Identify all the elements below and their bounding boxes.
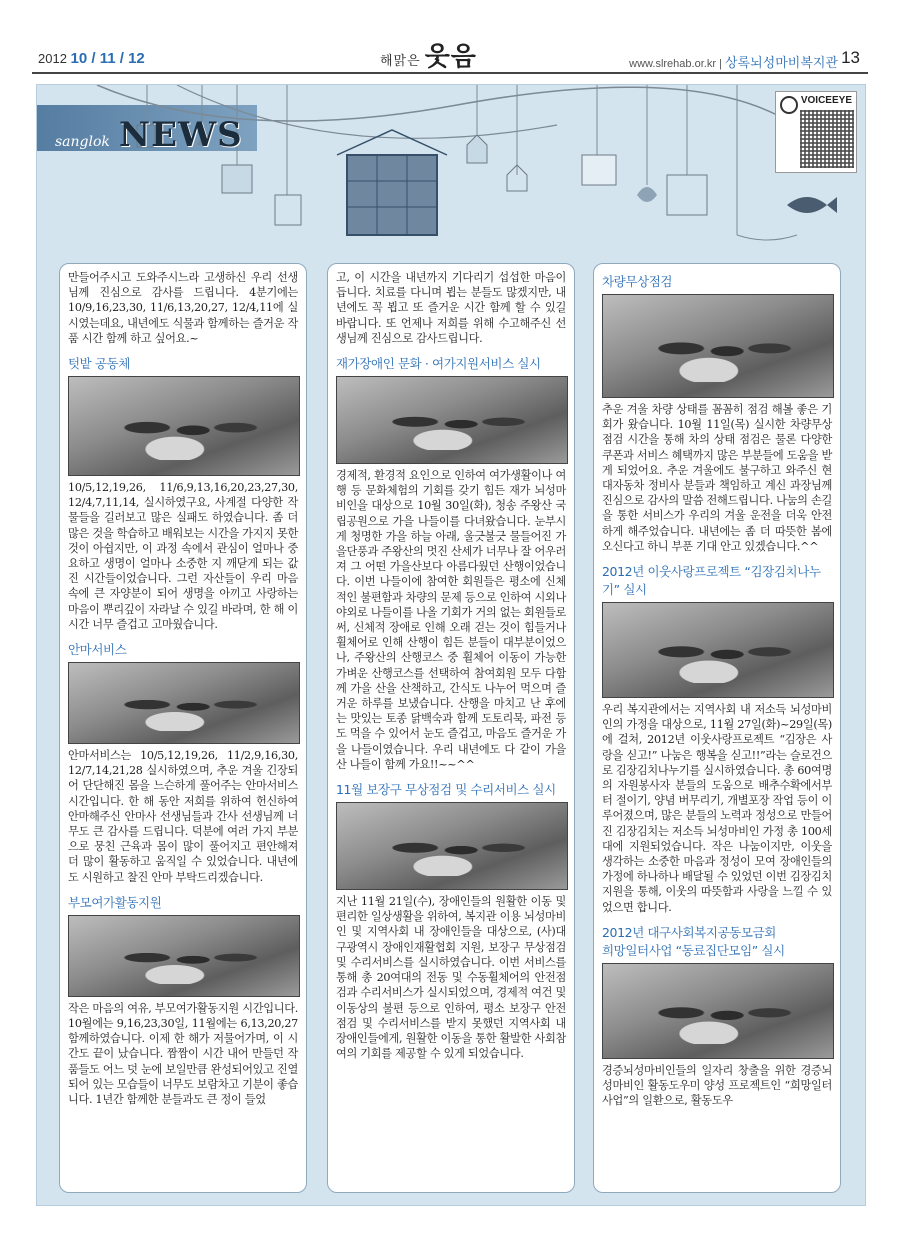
news-panel xyxy=(36,84,866,1206)
article-text: 경제적, 환경적 요인으로 인하여 여가생활이나 여행 등 문화체험의 기회를 갖기 힘든 재가 뇌성마비인을 대상으로 10월 30일(화), 청송 주왕산 국립공원으로 가을 나들이를 다녀왔습니다. 눈부시게 청명한 가을 하늘 아래, 울긋불긋 물들어진 가을단풍과 주왕산의 멋진 산세가 너무나 잘 어우러져 그 어떤 가을산보다 아름다웠던 산행이었습니다. 이번 나들이에 참여한 회원들은 평소에 신체적인 불편함과 차량의 문제 등으로 인하여 시외나 야외로 나들이를 나올 기회가 거의 없는 회원들로써, 신체적 장애로 인해 오래 걷는 것이 힘들거나 휠체어로 인해 산행이 힘든 분들이 대부분이었으나, 주왕산의 산행코스 중 휠체어 이동이 가능한 가벼운 산행코스를 선택하여 참여회원 모두 다함께 가을 산을 산책하고, 간식도 나누어 먹으며 즐거운 하루를 보냈습니다. 산행을 마치고 난 후에는 맛있는 토종 닭백숙과 함께 도토리묵, 파전 등도 먹을 수 있어서 눈도 즐겁고, 마음도 즐거운 가을 나들이였습니다. 우리 내년에도 다 같이 가을 산 나들이 함께 가요!!~~^^ xyxy=(336,469,566,771)
magazine-logo: 해맑은 웃음 xyxy=(380,42,477,72)
car-inspection-photo xyxy=(602,294,834,398)
section-title: 차량무상점검 xyxy=(602,274,673,289)
parents-photo xyxy=(68,915,300,997)
section-title: 재가장애인 문화 · 여가지원서비스 실시 xyxy=(336,356,541,372)
banner-illustration xyxy=(37,85,865,255)
column-2 xyxy=(327,263,575,1193)
massage-photo xyxy=(68,662,300,744)
article-text: 추운 겨울 차량 상태를 꼼꼼히 점검 해볼 좋은 기회가 왔습니다. 10월 11일(목) 실시한 차량무상점검 시간을 통해 차의 상태 점검은 물론 다양한 쿠폰과 서비스 혜택까지 많은 부분들에 도움을 받게 되었어요. 추운 겨울에도 불구하고 와주신 현대자동차 정비사 분들과 책임하고 계신 과장님께 진심으로 감사의 말씀 전해드립니다. 나눔의 손길을 통한 서비스가 우리의 겨울 운전을 더욱 안전하게 해주었습니다. 내년에는 좀 더 따뜻한 봄에 오신다고 하니 부푼 기대 안고 있겠습니다.^^ xyxy=(602,403,832,553)
article-text: 고, 이 시간을 내년까지 기다리기 섭섭한 마음이 듭니다. 치료를 다니며 뵙는 분들도 많겠지만, 내년에도 꼭 뵙고 또 즐거운 시간 함께 할 수 있길 바랍니다. 또 언제나 저희를 위해 수고해주신 선생님께 진심으로 감사드립니다. xyxy=(336,271,566,345)
column-3 xyxy=(593,263,841,1193)
article-text: 작은 마음의 여유, 부모여가활동지원 시간입니다. 10월에는 9,16,23,30일, 11월에는 6,13,20,27 함께하였습니다. 이제 한 해가 저물어가며, 이 시간도 끝이 났습니다. 짬짬이 시간 내어 만들던 작품들도 어느 덧 눈에 보일만큼 완성되어있고 진열되어 있는 모습들이 너무도 보람차고 기분이 좋습니다. 1년간 함께한 분들과도 큰 정이 들었 xyxy=(68,1001,298,1107)
news-section-label: sanglok NEWS xyxy=(55,115,243,155)
section-title: 텃밭 공동체 xyxy=(68,356,130,372)
header-rule xyxy=(32,72,868,74)
section-title: 희망일터사업 “동료집단모임” 실시 xyxy=(602,942,785,958)
article-text: 우리 복지관에서는 지역사회 내 저소득 뇌성마비인의 가정을 대상으로, 11월 27일(화)~29일(목)에 걸쳐, 2012년 이웃사랑프로젝트 “김장은 사랑을 싣고!” 나눔은 행복을 싣고!!”라는 슬로건으로 김장김치나누기를 실시하였습니다. 총 60여명의 자원봉사자 분들의 도움으로 배추수확에서부터 절이기, 양념 버무리기, 개별포장 작업 등이 이루어졌으며, 많은 분들의 노력과 정성으로 만들어진 김장김치는 저소득 뇌성마비인 가정 총 100세대에 지원되었습니다. 작은 나눔이지만, 이웃을 생각하는 소중한 마음과 정성이 모여 장애인들의 가정에 하나하나 배달될 수 있었던 이번 김장김치 지원을 통해, 이웃의 따뜻함과 사랑을 느낄 수 있었으면 합니다. xyxy=(602,703,832,914)
article-text: 10/5,12,19,26, 11/6,9,13,16,20,23,27,30, 12/4,7,11,14, 실시하였구요, 사계절 다양한 작물들을 길러보고 많은 실패도 하였습니다. 좀 더 많은 것을 학습하고 배워보는 시간을 가지지 못한 것이 아쉽지만, 이 과정 속에서 관심이 얼마나 중요하고 생명이 얼마나 소중한 지 깨닫게 되는 값진 시간들이었습니다. 그런 자산들이 우리 마음 속에 큰 자양분이 되어 생명을 아끼고 사랑하는 마음이 뿌리깊이 자라날 수 있길 바라며, 한 해 이 시간 너무 즐겁고 고마웠습니다. xyxy=(68,481,298,631)
article-text: 만들어주시고 도와주시느라 고생하신 우리 선생님께 진심으로 감사를 드립니다. 4분기에는 10/9,16,23,30, 11/6,13,20,27, 12/4,11에 실시였는데요, 내년에도 식물과 함께하는 즐거운 작품 시간 함께 하고 싶어요.~ xyxy=(68,271,298,345)
section-title: 2012년 이웃사랑프로젝트 “김장김치나누기” 실시 xyxy=(602,564,821,598)
wheelchair-repair-photo xyxy=(336,802,568,890)
section-title: 11월 보장구 무상점검 및 수리서비스 실시 xyxy=(336,782,556,798)
section-title: 안마서비스 xyxy=(68,642,127,658)
issue-date: 2012 10 / 11 / 12 xyxy=(38,50,145,67)
outing-photo xyxy=(336,376,568,464)
voiceeye-logo-icon xyxy=(780,96,798,114)
column-1 xyxy=(59,263,307,1193)
section-title: 부모여가활동지원 xyxy=(68,894,162,910)
group-meeting-photo xyxy=(602,963,834,1059)
voiceeye-barcode xyxy=(800,110,854,168)
section-title: 2012년 대구사회복지공동모금회 xyxy=(602,924,776,940)
article-text: 지난 11월 21일(수), 장애인들의 원활한 이동 및 편리한 일상생활을 위하여, 복지관 이용 뇌성마비인 및 지역사회 내 장애인들을 대상으로, (사)대구광역시 장애인재활협회 지원, 보장구 무상점검 및 수리서비스를 실시하였습니다. 이번 서비스를 통해 총 20여대의 전동 및 수동휠체어의 안전점검과 수리서비스가 실시되었으며, 경제적 여건 및 이동상의 불편 등으로 인하여, 평소 보장구 안전점검 및 수리서비스를 받지 못했던 지역사회 내 장애인들에게, 원활한 이동을 통한 활발한 사회참여의 기회를 제공할 수 있게 되었습니다. xyxy=(336,895,566,1061)
voiceeye-code: VOICEEYE xyxy=(775,91,857,173)
article-text: 안마서비스는 10/5,12,19,26, 11/2,9,16,30, 12/7,14,21,28 실시하였으며, 추운 겨울 긴장되어 단단해진 몸을 느슨하게 풀어주는 안마서비스 시간입니다. 한 해 동안 저희를 위하여 헌신하여 안마해주신 안마사 선생님들과 간사 선생님께 너무도 큰 감사를 드립니다. 덕분에 여러 가지 부분으로 뭉친 근육과 몸이 많이 풀어지고 편안해져 더 많이 활동하고 움직일 수 있었습니다. 내년에도 시원하고 찰진 안마 부탁드리겠습니다. xyxy=(68,749,298,884)
page-number: 13 xyxy=(841,48,860,67)
article-text: 경증뇌성마비인들의 일자리 창출을 위한 경증뇌성마비인 활동도우미 양성 프로젝트인 “희망일터사업”의 일환으로, 활동도우 xyxy=(602,1063,832,1108)
garden-photo xyxy=(68,376,300,476)
page-header xyxy=(0,0,900,78)
news-banner xyxy=(37,85,865,255)
site-info: www.slrehab.or.kr | 상록뇌성마비복지관 xyxy=(629,55,838,70)
kimchi-photo xyxy=(602,602,834,698)
